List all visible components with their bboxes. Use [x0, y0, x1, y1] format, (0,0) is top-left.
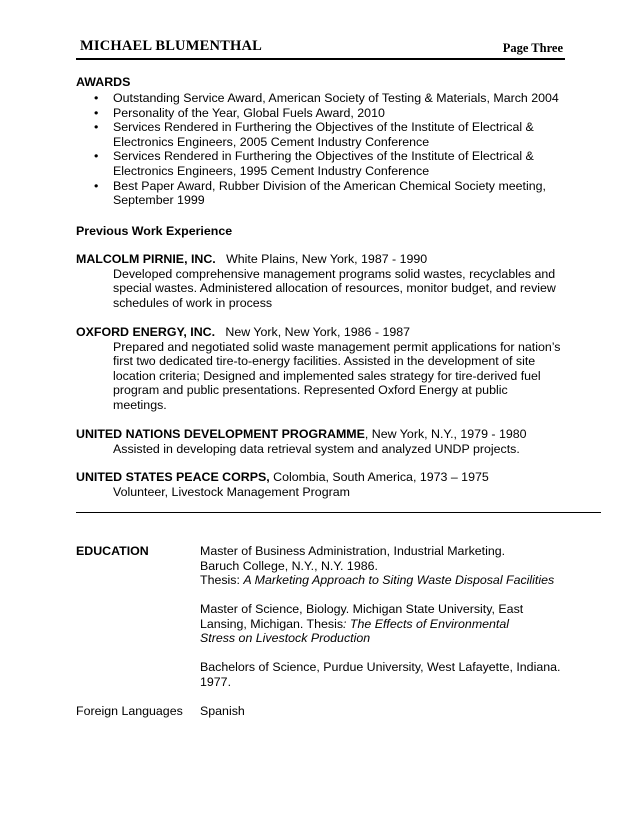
header-divider [76, 58, 565, 60]
job-details: Colombia, South America, 1973 – 1975 [273, 470, 489, 484]
award-text: Electronics Engineers, 1995 Cement Industry Conference [113, 163, 430, 178]
award-text: Personality of the Year, Global Fuels Award, 2010 [113, 105, 385, 120]
section-divider [76, 512, 601, 513]
degree-line: Master of Science, Biology. Michigan State University, East [200, 602, 524, 616]
bullet-icon: • [94, 149, 99, 164]
award-item [94, 120, 573, 149]
job-description: program and public presentations. Represented Oxford Energy at public [113, 383, 508, 398]
job-description: location criteria; Designed and implemented sales strategy for tire-derived fuel [113, 368, 541, 383]
job-entry-oxford-energy [76, 325, 576, 413]
job-entry-undp [76, 427, 576, 456]
awards-list [94, 91, 573, 208]
thesis-title: A Marketing Approach to Siting Waste Disposal Facilities [243, 573, 555, 588]
thesis-line [200, 617, 570, 632]
job-entry-malcolm-pirnie [76, 252, 576, 310]
languages-label: Foreign Languages [76, 704, 183, 718]
job-title-line [76, 427, 576, 442]
bullet-icon: • [94, 105, 99, 120]
job-description: Developed comprehensive management programs solid wastes, recyclables and [113, 266, 556, 281]
degree-line: Bachelors of Science, Purdue University, West Lafayette, Indiana. [200, 660, 561, 674]
degree-line: Master of Business Administration, Industrial Marketing. [200, 544, 506, 558]
job-description: special wastes. Administered allocation of resources, monitor budget, and review [113, 281, 556, 296]
job-entry-peace-corps [76, 470, 576, 499]
degree-line: 1977. [200, 674, 232, 689]
job-description: Prepared and negotiated solid waste management permit applications for nation’s [113, 339, 561, 354]
job-title-line [76, 252, 576, 267]
job-employer: OXFORD ENERGY, INC. [76, 325, 216, 339]
thesis-line [200, 631, 570, 646]
degree-line: Lansing, Michigan. Thesis [200, 616, 344, 631]
thesis-title: Stress on Livestock Production [200, 631, 371, 646]
job-employer: UNITED NATIONS DEVELOPMENT PROGRAMME [76, 427, 365, 441]
thesis-colon: : [343, 616, 350, 631]
award-text: Outstanding Service Award, American Society of Testing & Materials, March 2004 [113, 91, 559, 105]
award-item [94, 149, 573, 178]
degree-line: Baruch College, N.Y., N.Y. 1986. [200, 558, 378, 573]
experience-heading: Previous Work Experience [76, 224, 233, 238]
education-heading: EDUCATION [76, 544, 149, 558]
award-item [94, 178, 573, 208]
languages-value: Spanish [200, 704, 245, 718]
job-employer: MALCOLM PIRNIE, INC. [76, 252, 216, 266]
job-title-line [76, 325, 576, 340]
job-description: first two dedicated tire-to-energy facilities. Assisted in the development of site [113, 354, 536, 369]
degree-bs [200, 660, 570, 689]
degree-mba [200, 544, 570, 588]
degree-ms [200, 602, 570, 646]
bullet-icon: • [94, 178, 99, 193]
bullet-icon: • [94, 91, 99, 105]
award-item [94, 105, 573, 121]
job-description: Volunteer, Livestock Management Program [113, 484, 350, 499]
award-text: Services Rendered in Furthering the Objectives of the Institute of Electrical & [113, 120, 534, 135]
resume-name: MICHAEL BLUMENTHAL [80, 38, 263, 54]
award-text: Services Rendered in Furthering the Objectives of the Institute of Electrical & [113, 149, 534, 164]
job-description: meetings. [113, 397, 167, 412]
job-details: New York, New York, 1986 - 1987 [225, 325, 411, 339]
award-text: Best Paper Award, Rubber Division of the American Chemical Society meeting, [113, 178, 546, 193]
award-item [94, 91, 573, 106]
job-employer: UNITED STATES PEACE CORPS, [76, 470, 270, 484]
page-number: Page Three [502, 41, 563, 55]
job-description: Assisted in developing data retrieval system and analyzed UNDP projects. [113, 441, 520, 456]
job-details: White Plains, New York, 1987 - 1990 [226, 252, 428, 266]
job-details: , New York, N.Y., 1979 - 1980 [364, 427, 527, 441]
job-title-line [76, 470, 576, 485]
award-text: Electronics Engineers, 2005 Cement Industry Conference [113, 134, 430, 149]
awards-heading: AWARDS [76, 75, 131, 89]
thesis-line [200, 573, 570, 588]
thesis-label: Thesis: [200, 573, 244, 588]
job-description: schedules of work in process [113, 295, 273, 310]
award-text: September 1999 [113, 193, 205, 208]
thesis-title: The Effects of Environmental [349, 616, 510, 631]
bullet-icon: • [94, 120, 99, 135]
